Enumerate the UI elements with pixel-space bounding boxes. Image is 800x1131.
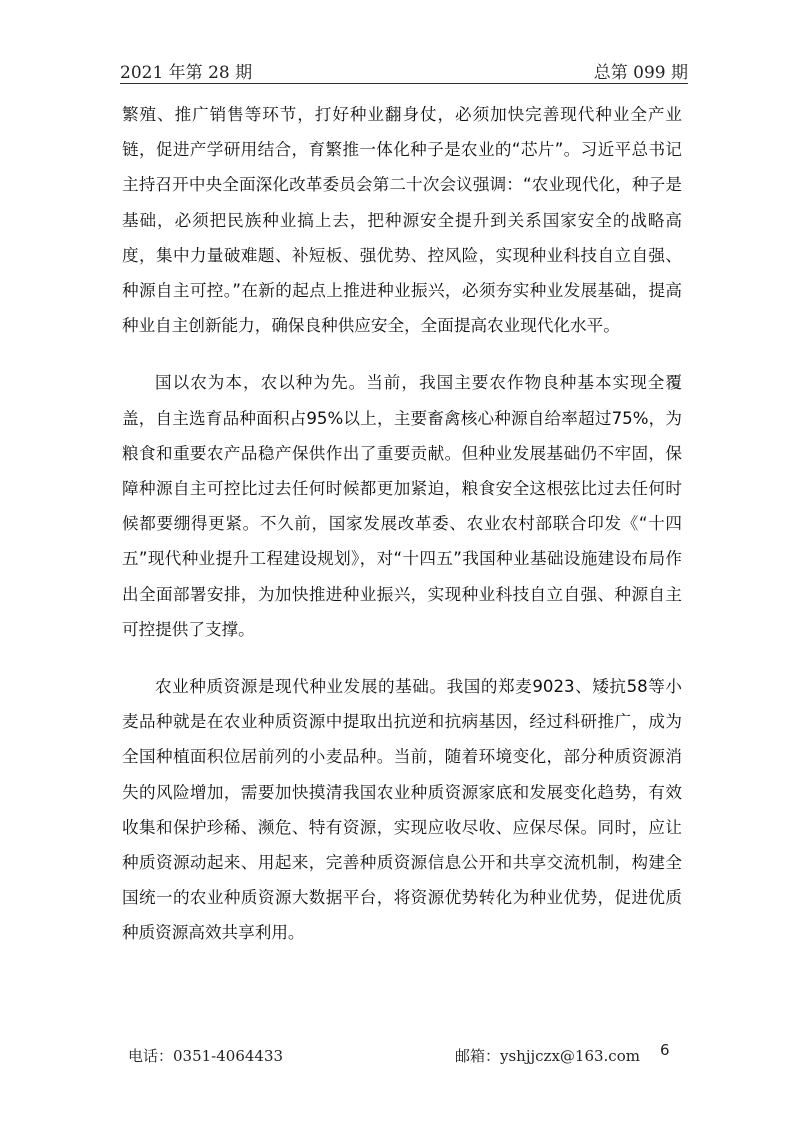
page-footer: [128, 1040, 688, 1070]
page-header: [120, 52, 688, 82]
header-divider: [120, 83, 688, 84]
total-issue-number: 总第 099 期: [593, 63, 688, 83]
paragraph: 农业种质资源是现代种业发展的基础。我国的郑麦9023、矮抗58等小麦品种就是在农业种质资源中提取出抗逆和抗病基因，经过科研推广，成为全国种植面积位居前列的小麦品种。当前，随着环境变化，部分种质资源消失的风险增加，需要加快摸清我国农业种质资源家底和发展变化趋势，有效收集和保护珍稀、濒危、特有资源，实现应收尽收、应保尽保。同时，应让种质资源动起来、用起来，完善种质资源信息公开和共享交流机制，构建全国统一的农业种质资源大数据平台，将资源优势转化为种业优势，促进优质种质资源高效共享利用。: [122, 677, 682, 943]
page-number: 6: [660, 1041, 670, 1059]
paragraph: 国以农为本，农以种为先。当前，我国主要农作物良种基本实现全覆盖，自主选育品种面积占95%以上，主要畜禽核心种源自给率超过75%，为粮食和重要农产品稳产保供作出了重要贡献。但种业发展基础仍不牢固，保障种源自主可控比过去任何时候都更加紧迫，粮食安全这根弦比过去任何时候都要绷得更紧。不久前，国家发展改革委、农业农村部联合印发《“十四五”现代种业提升工程建设规划》，对“十四五”我国种业基础设施建设布局作出全面部署安排，为加快推进种业振兴，实现种业科技自立自强、种源自主可控提供了支撑。: [122, 373, 682, 639]
issue-number: 2021 年第 28 期: [120, 63, 253, 83]
contact-email: 邮箱：yshjjczx@163.com: [455, 1047, 640, 1065]
contact-phone: 电话：0351-4064433: [128, 1047, 284, 1065]
article-body: [122, 97, 682, 973]
paragraph-continuation: 繁殖、推广销售等环节，打好种业翻身仗，必须加快完善现代种业全产业链，促进产学研用结合，育繁推一体化种子是农业的“芯片”。习近平总书记主持召开中央全面深化改革委员会第二十次会议强调：“农业现代化，种子是基础，必须把民族种业搞上去，把种源安全提升到关系国家安全的战略高度，集中力量破难题、补短板、强优势、控风险，实现种业科技自立自强、种源自主可控。”在新的起点上推进种业振兴，必须夯实种业发展基础，提高种业自主创新能力，确保良种供应安全，全面提高农业现代化水平。: [122, 105, 682, 336]
